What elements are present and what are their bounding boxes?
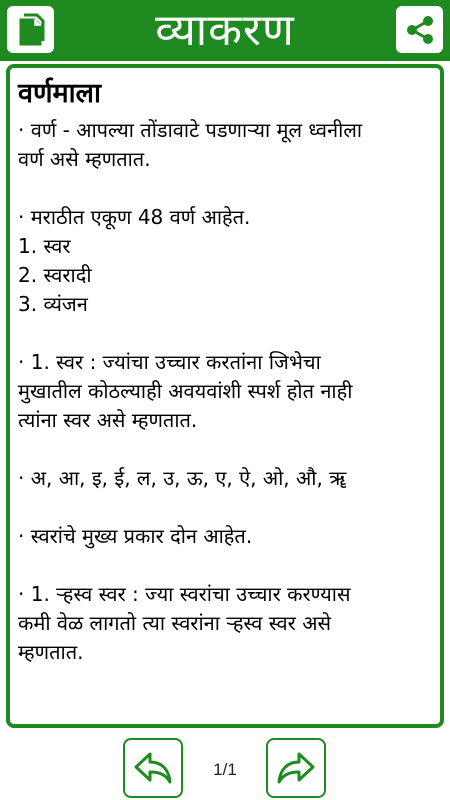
app-header bbox=[0, 0, 450, 61]
text-line: वर्ण असे म्हणतात. bbox=[18, 147, 151, 172]
previous-button[interactable] bbox=[123, 738, 183, 798]
paragraph-swar bbox=[16, 348, 434, 435]
text-line: त्यांना स्वर असे म्हणतात. bbox=[18, 408, 198, 433]
copy-icon bbox=[16, 13, 46, 47]
back-arrow-icon bbox=[132, 750, 174, 786]
text-line: 1. स्वर bbox=[18, 234, 71, 259]
next-button[interactable] bbox=[266, 738, 326, 798]
footer-nav bbox=[0, 730, 450, 800]
text-line: · 1. ऱ्हस्व स्वर : ज्या स्वरांचा उच्चार करण्यास bbox=[18, 582, 351, 607]
text-line: · वर्ण - आपल्या तोंडावाटे पडणाऱ्या मूल ध्वनीला bbox=[18, 118, 363, 143]
paragraph-count bbox=[16, 203, 434, 319]
content-panel bbox=[6, 64, 444, 728]
page-indicator: 1/1 bbox=[213, 760, 237, 779]
app-title: व्याकरण bbox=[155, 4, 295, 56]
text-line: 2. स्वरादी bbox=[18, 263, 92, 288]
text-line: · 1. स्वर : ज्यांचा उच्चार करतांना जिभेचा bbox=[18, 350, 321, 375]
forward-arrow-icon bbox=[275, 750, 317, 786]
paragraph-hrasva bbox=[16, 580, 434, 667]
text-line: 3. व्यंजन bbox=[18, 292, 88, 317]
paragraph-definition bbox=[16, 116, 434, 174]
paragraph-types bbox=[16, 522, 434, 551]
text-line: कमी वेळ लागतो त्या स्वरांना ऱ्हस्व स्वर असे bbox=[18, 611, 332, 636]
paragraph-vowel-list bbox=[16, 464, 434, 493]
text-line: · मराठीत एकूण 48 वर्ण आहेत. bbox=[18, 205, 251, 230]
text-line: · स्वरांचे मुख्य प्रकार दोन आहेत. bbox=[18, 524, 253, 549]
text-line: म्हणतात. bbox=[18, 640, 84, 665]
text-line: · अ, आ, इ, ई, ल, उ, ऊ, ए, ऐ, ओ, औ, ॠ bbox=[18, 466, 347, 491]
copy-button[interactable] bbox=[7, 6, 54, 53]
text-line: मुखातील कोठल्याही अवयवांशी स्पर्श होत नाही bbox=[18, 379, 353, 404]
share-button[interactable] bbox=[396, 6, 443, 53]
page-heading: वर्णमाला bbox=[18, 78, 101, 109]
share-icon bbox=[404, 14, 436, 46]
